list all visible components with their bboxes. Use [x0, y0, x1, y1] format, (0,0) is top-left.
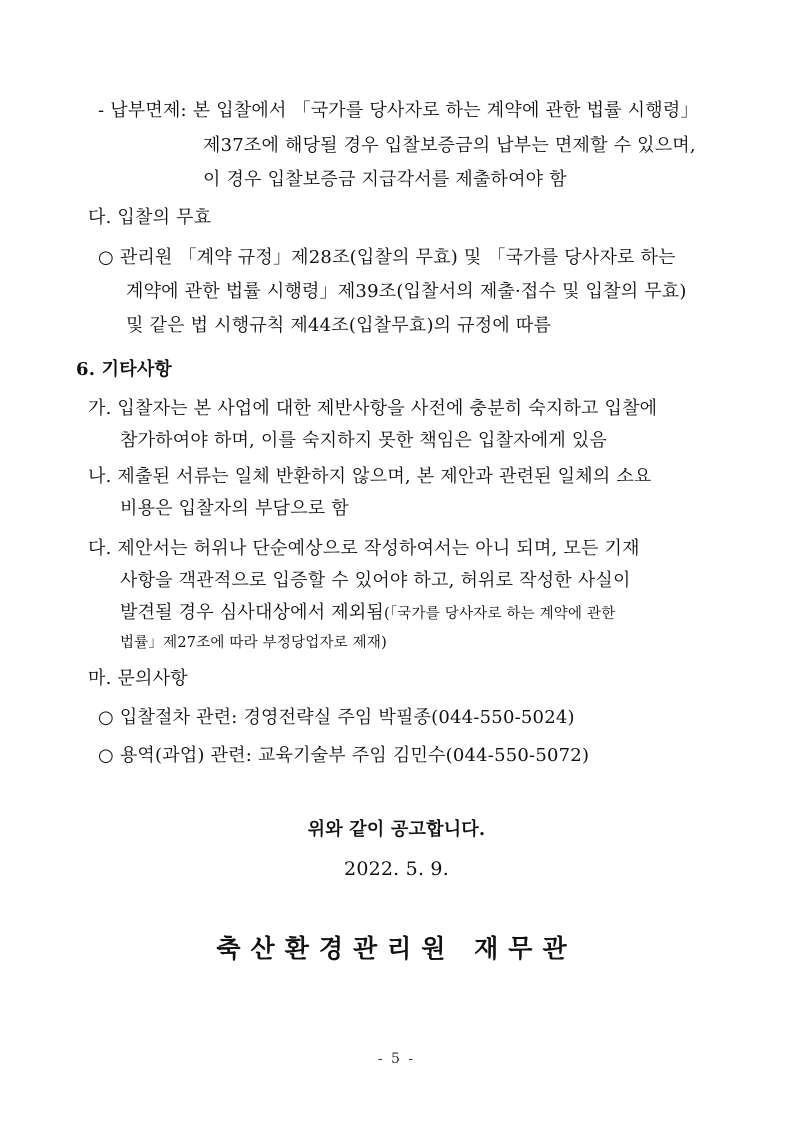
invalid-bid-heading: 다. 입찰의 무효: [88, 207, 212, 228]
item-da-line-3: [120, 600, 615, 627]
exemption-line-1: - 납부면제: 본 입찰에서 「국가를 당사자로 하는 계약에 관한 법률 시행령」: [98, 100, 699, 121]
invalid-bid-line-2: 계약에 관한 법률 시행령」제39조(입찰서의 제출·접수 및 입찰의 무효): [126, 281, 687, 302]
invalid-bid-line-1: ○ 관리원 「계약 규정」제28조(입찰의 무효) 및 「국가를 당사자로 하는: [98, 247, 676, 268]
invalid-bid-line-3: 및 같은 법 시행규칙 제44조(입찰무효)의 규정에 따름: [126, 315, 552, 336]
notice-date: 2022. 5. 9.: [344, 858, 449, 880]
contact-bidding: ○ 입찰절차 관련: 경영전략실 주임 박필종(044-550-5024): [98, 707, 575, 728]
item-ga-line-1: 가. 입찰자는 본 사업에 대한 제반사항을 사전에 충분히 숙지하고 입찰에: [88, 398, 658, 419]
item-da-line-2: 사항을 객관적으로 입증할 수 있어야 하고, 허위로 작성한 사실이: [120, 570, 631, 591]
section-title: 6. 기타사항: [76, 359, 173, 380]
item-da-line-3-main: 발견될 경우 심사대상에서 제외됨: [120, 602, 384, 623]
item-ga-line-2: 참가하여야 하며, 이를 숙지하지 못한 책임은 입찰자에게 있음: [120, 430, 608, 451]
item-na-line-1: 나. 제출된 서류는 일체 반환하지 않으며, 본 제안과 관련된 일체의 소요: [88, 466, 652, 487]
contact-service: ○ 용역(과업) 관련: 교육기술부 주임 김민수(044-550-5072): [98, 745, 590, 766]
exemption-line-2: 제37조에 해당될 경우 입찰보증금의 납부는 면제할 수 있으며,: [203, 135, 696, 156]
item-da-line-4-note: 법률」제27조에 따라 부정당업자로 제재): [120, 635, 387, 651]
page-number: - 5 -: [377, 1051, 416, 1067]
closing-statement: 위와 같이 공고합니다.: [307, 819, 486, 840]
item-na-line-2: 비용은 입찰자의 부담으로 함: [120, 498, 349, 519]
item-da-line-1: 다. 제안서는 허위나 단순예상으로 작성하여서는 아니 되며, 모든 기재: [88, 538, 640, 559]
inquiry-heading: 마. 문의사항: [88, 668, 188, 689]
issuer-signature: 축산환경관리원 재무관: [216, 934, 577, 963]
exemption-line-3: 이 경우 입찰보증금 지급각서를 제출하여야 함: [203, 169, 567, 190]
item-da-line-3-note: (「국가를 당사자로 하는 계약에 관한: [384, 606, 616, 622]
